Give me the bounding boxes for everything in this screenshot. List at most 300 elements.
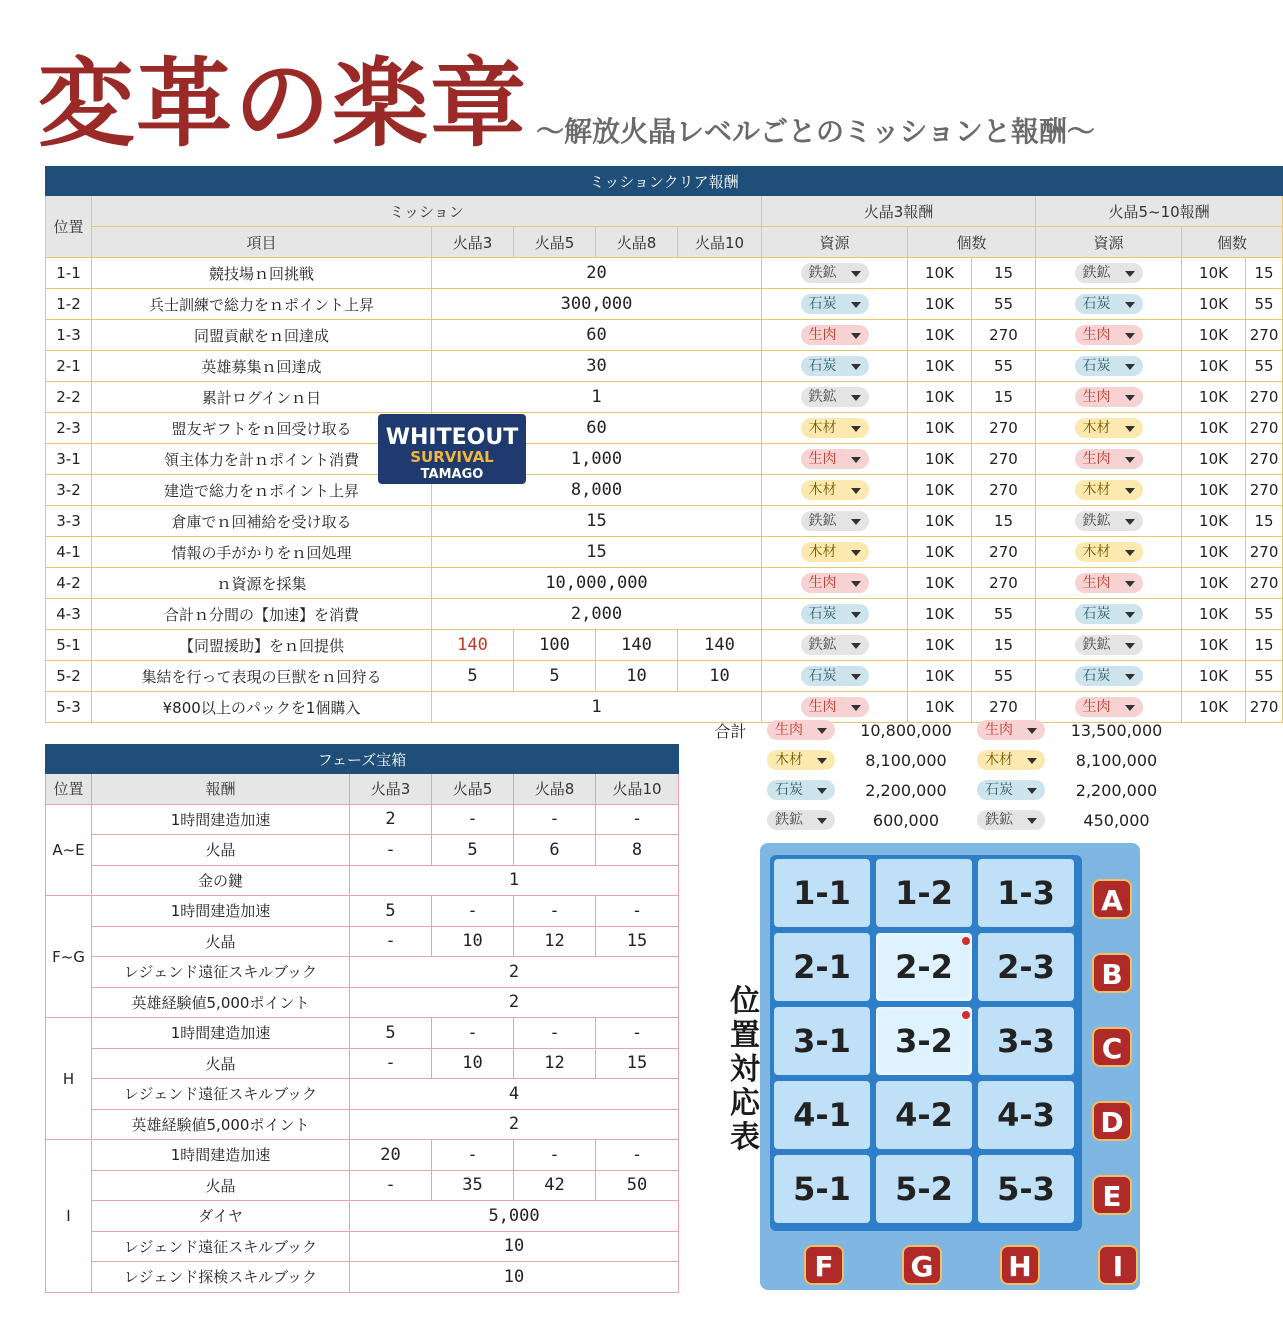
table-row — [46, 258, 1283, 289]
reward5-amount: 10K — [1182, 382, 1246, 413]
totals-row — [700, 745, 1182, 775]
totals-value-5: 13,500,000 — [1070, 720, 1163, 740]
row-requirement: 1,000 — [432, 444, 762, 475]
reward3-amount: 10K — [908, 382, 972, 413]
reward3-count: 270 — [972, 320, 1036, 351]
row-item: ¥800以上のパックを1個購入 — [92, 692, 432, 723]
table-row — [46, 1048, 679, 1079]
row-item: 倉庫でｎ回補給を受け取る — [92, 506, 432, 537]
resource-dropdown[interactable]: 鉄鉱 — [801, 387, 869, 407]
reward3-count: 270 — [972, 413, 1036, 444]
grid-cell: 4-1 — [774, 1081, 870, 1149]
table-row — [46, 351, 1283, 382]
reward5-amount: 10K — [1182, 537, 1246, 568]
reward3-amount: 10K — [908, 568, 972, 599]
grid-cell: 4-2 — [876, 1081, 972, 1149]
reward-value: - — [432, 1140, 514, 1171]
reward5-amount: 10K — [1182, 351, 1246, 382]
table-row — [46, 413, 1283, 444]
table-row — [46, 506, 1283, 537]
reward5-resource-cell — [1036, 599, 1182, 630]
reward-name: レジェンド遠征スキルブック — [92, 957, 350, 988]
table-row — [46, 987, 679, 1018]
reward5-count: 270 — [1246, 568, 1283, 599]
reward-value: - — [514, 1018, 596, 1049]
row-requirement-v3: 5 — [432, 661, 514, 692]
resource-dropdown[interactable]: 生肉 — [801, 697, 869, 717]
row-requirement: 60 — [432, 413, 762, 444]
reward-name: レジェンド遠征スキルブック — [92, 1231, 350, 1262]
header-crystal-5: 火晶5 — [514, 227, 596, 258]
resource-dropdown[interactable]: 木材 — [767, 750, 835, 770]
reward3-resource-cell — [762, 289, 908, 320]
position-grid — [760, 843, 1140, 1290]
reward5-amount: 10K — [1182, 320, 1246, 351]
resource-dropdown[interactable]: 石炭 — [801, 604, 869, 624]
row-requirement-v10: 10 — [678, 661, 762, 692]
reward3-count: 15 — [972, 630, 1036, 661]
header-reward: 報酬 — [92, 774, 350, 805]
reward-value: 12 — [514, 1048, 596, 1079]
reward-value: 42 — [514, 1170, 596, 1201]
reward3-resource-cell — [762, 506, 908, 537]
reward3-amount: 10K — [908, 630, 972, 661]
resource-dropdown[interactable]: 木材 — [801, 480, 869, 500]
table-row — [46, 1170, 679, 1201]
row-position: 5-1 — [46, 630, 92, 661]
grid-cell: 3-2 — [876, 1007, 972, 1075]
resource-dropdown[interactable]: 鉄鉱 — [801, 511, 869, 531]
totals-table — [700, 715, 1182, 835]
reward5-resource-cell — [1036, 506, 1182, 537]
notification-dot — [962, 1011, 970, 1019]
reward-value: - — [350, 1170, 432, 1201]
reward-value: - — [432, 1018, 514, 1049]
row-position: 2-1 — [46, 351, 92, 382]
table-row — [46, 1140, 679, 1171]
row-item: 同盟貢献をｎ回達成 — [92, 320, 432, 351]
row-requirement: 300,000 — [432, 289, 762, 320]
reward-name: 英雄経験値5,000ポイント — [92, 987, 350, 1018]
reward-name: 1時間建造加速 — [92, 804, 350, 835]
totals-value-5: 450,000 — [1083, 810, 1150, 830]
table-row — [46, 661, 1283, 692]
resource-dropdown[interactable]: 鉄鉱 — [1075, 263, 1143, 283]
group-position: H — [46, 1018, 92, 1140]
totals-value-3: 2,200,000 — [865, 780, 947, 800]
header-reward-5-10: 火晶5~10報酬 — [1036, 196, 1283, 227]
grid-cell: 3-3 — [978, 1007, 1074, 1075]
chest-badge: H — [1000, 1245, 1040, 1285]
reward-name: レジェンド探検スキルブック — [92, 1262, 350, 1293]
reward5-resource-cell — [1036, 320, 1182, 351]
totals-resource-cell — [971, 715, 1051, 745]
reward5-count: 270 — [1246, 444, 1283, 475]
header-position: 位置 — [46, 196, 92, 258]
row-item: 英雄募集ｎ回達成 — [92, 351, 432, 382]
reward5-count: 270 — [1246, 537, 1283, 568]
reward5-resource-cell — [1036, 258, 1182, 289]
reward3-count: 55 — [972, 289, 1036, 320]
reward-name: 火晶 — [92, 1170, 350, 1201]
resource-dropdown[interactable]: 石炭 — [801, 356, 869, 376]
resource-dropdown[interactable]: 石炭 — [1075, 356, 1143, 376]
row-position: 5-2 — [46, 661, 92, 692]
header-resource: 資源 — [762, 227, 908, 258]
row-position: 4-1 — [46, 537, 92, 568]
reward-value: 2 — [350, 1109, 679, 1140]
totals-row — [700, 715, 1182, 745]
reward3-amount: 10K — [908, 599, 972, 630]
resource-dropdown[interactable]: 木材 — [801, 418, 869, 438]
reward3-resource-cell — [762, 444, 908, 475]
reward-value: 5 — [350, 1018, 432, 1049]
header-item: 項目 — [92, 227, 432, 258]
grid-cell: 2-1 — [774, 933, 870, 1001]
row-item: 集結を行って表現の巨獣をｎ回狩る — [92, 661, 432, 692]
reward3-count: 270 — [972, 568, 1036, 599]
reward-name: 1時間建造加速 — [92, 1140, 350, 1171]
reward-name: レジェンド遠征スキルブック — [92, 1079, 350, 1110]
grid-cell: 3-1 — [774, 1007, 870, 1075]
grid-cell: 2-2 — [876, 933, 972, 1001]
reward5-resource-cell — [1036, 537, 1182, 568]
row-requirement: 10,000,000 — [432, 568, 762, 599]
totals-resource-cell — [761, 715, 841, 745]
resource-dropdown[interactable]: 石炭 — [977, 780, 1045, 800]
reward-value: 12 — [514, 926, 596, 957]
row-position: 1-3 — [46, 320, 92, 351]
reward-value: 4 — [350, 1079, 679, 1110]
table-row — [46, 289, 1283, 320]
watermark-line3: TAMAGO — [420, 467, 484, 482]
totals-value-3: 600,000 — [872, 810, 940, 830]
reward-value: 8 — [596, 835, 679, 866]
resource-dropdown[interactable]: 石炭 — [801, 294, 869, 314]
reward-value: 5 — [432, 835, 514, 866]
table-row — [46, 537, 1283, 568]
resource-dropdown[interactable]: 生肉 — [1075, 449, 1143, 469]
row-requirement: 30 — [432, 351, 762, 382]
reward5-count: 55 — [1246, 661, 1283, 692]
totals-label — [700, 745, 761, 775]
resource-dropdown[interactable]: 生肉 — [767, 720, 835, 740]
grid-cell: 1-2 — [876, 859, 972, 927]
resource-dropdown[interactable]: 生肉 — [1075, 573, 1143, 593]
phase-banner: フェーズ宝箱 — [46, 745, 679, 774]
reward5-resource-cell — [1036, 661, 1182, 692]
row-requirement-v5: 100 — [514, 630, 596, 661]
reward3-resource-cell — [762, 413, 908, 444]
header-crystal-10: 火晶10 — [596, 774, 679, 805]
row-position: 1-2 — [46, 289, 92, 320]
reward-value: - — [514, 1140, 596, 1171]
chest-badge: F — [804, 1245, 844, 1285]
row-requirement: 15 — [432, 537, 762, 568]
reward-name: 1時間建造加速 — [92, 896, 350, 927]
row-requirement: 20 — [432, 258, 762, 289]
row-requirement: 1 — [432, 692, 762, 723]
reward3-amount: 10K — [908, 320, 972, 351]
watermark-line2: SURVIVAL — [410, 448, 494, 466]
reward-value: 6 — [514, 835, 596, 866]
table-row — [46, 1262, 679, 1293]
reward5-resource-cell — [1036, 413, 1182, 444]
resource-dropdown[interactable]: 生肉 — [1075, 325, 1143, 345]
reward5-amount: 10K — [1182, 475, 1246, 506]
reward5-resource-cell — [1036, 351, 1182, 382]
watermark-line1: WHITEOUT — [385, 425, 519, 450]
table-row — [46, 1109, 679, 1140]
row-position: 3-2 — [46, 475, 92, 506]
reward-value: - — [514, 804, 596, 835]
mission-banner: ミッションクリア報酬 — [46, 167, 1283, 196]
resource-dropdown[interactable]: 石炭 — [1075, 294, 1143, 314]
page-title: 変革の楽章 — [38, 48, 528, 160]
reward5-count: 55 — [1246, 351, 1283, 382]
reward3-count: 15 — [972, 382, 1036, 413]
grid-cell: 2-3 — [978, 933, 1074, 1001]
reward5-amount: 10K — [1182, 413, 1246, 444]
reward3-count: 15 — [972, 258, 1036, 289]
table-row — [46, 865, 679, 896]
row-requirement: 15 — [432, 506, 762, 537]
reward5-resource-cell — [1036, 289, 1182, 320]
table-row — [46, 599, 1283, 630]
resource-dropdown[interactable]: 石炭 — [1075, 604, 1143, 624]
grid-cell: 5-3 — [978, 1155, 1074, 1223]
resource-dropdown[interactable]: 生肉 — [801, 573, 869, 593]
table-row — [46, 475, 1283, 506]
reward-value: 35 — [432, 1170, 514, 1201]
reward5-count: 270 — [1246, 320, 1283, 351]
totals-resource-cell — [761, 745, 841, 775]
table-row — [46, 926, 679, 957]
resource-dropdown[interactable]: 生肉 — [1075, 387, 1143, 407]
mission-table — [45, 166, 1283, 723]
resource-dropdown[interactable]: 生肉 — [801, 449, 869, 469]
reward5-resource-cell — [1036, 382, 1182, 413]
totals-row — [700, 775, 1182, 805]
row-item: 領主体力を計ｎポイント消費 — [92, 444, 432, 475]
totals-label — [700, 775, 761, 805]
resource-dropdown[interactable]: 木材 — [1075, 418, 1143, 438]
reward3-resource-cell — [762, 258, 908, 289]
totals-resource-cell — [971, 745, 1051, 775]
row-item: 【同盟援助】をｎ回提供 — [92, 630, 432, 661]
reward-value: - — [596, 896, 679, 927]
table-row — [46, 568, 1283, 599]
reward-value: - — [350, 835, 432, 866]
reward3-amount: 10K — [908, 537, 972, 568]
reward5-count: 270 — [1246, 475, 1283, 506]
reward5-resource-cell — [1036, 630, 1182, 661]
resource-dropdown[interactable]: 鉄鉱 — [801, 263, 869, 283]
totals-label: 合計 — [714, 721, 747, 741]
totals-resource-cell — [761, 805, 841, 835]
totals-label — [700, 805, 761, 835]
row-position: 4-2 — [46, 568, 92, 599]
row-requirement-v3: 140 — [432, 630, 514, 661]
reward-name: 金の鍵 — [92, 865, 350, 896]
reward3-amount: 10K — [908, 444, 972, 475]
table-row — [46, 630, 1283, 661]
reward5-count: 270 — [1246, 382, 1283, 413]
row-position: 3-3 — [46, 506, 92, 537]
resource-dropdown[interactable]: 鉄鉱 — [767, 810, 835, 830]
resource-dropdown[interactable]: 鉄鉱 — [801, 635, 869, 655]
chest-badge: C — [1092, 1027, 1132, 1067]
reward-name: 火晶 — [92, 1048, 350, 1079]
reward3-count: 55 — [972, 599, 1036, 630]
reward-name: ダイヤ — [92, 1201, 350, 1232]
totals-value-5: 2,200,000 — [1075, 780, 1158, 800]
grid-label: 位置対応表 — [730, 984, 760, 1155]
row-requirement-v10: 140 — [678, 630, 762, 661]
row-item: 情報の手がかりをｎ回処理 — [92, 537, 432, 568]
header-crystal-10: 火晶10 — [678, 227, 762, 258]
row-item: ｎ資源を採集 — [92, 568, 432, 599]
reward-value: 20 — [350, 1140, 432, 1171]
reward-value: 10 — [432, 926, 514, 957]
reward5-amount: 10K — [1182, 258, 1246, 289]
row-requirement-v8: 140 — [596, 630, 678, 661]
header-position: 位置 — [46, 774, 92, 805]
resource-dropdown[interactable]: 生肉 — [801, 325, 869, 345]
header-crystal-5: 火晶5 — [432, 774, 514, 805]
row-position: 3-1 — [46, 444, 92, 475]
resource-dropdown[interactable]: 木材 — [801, 542, 869, 562]
resource-dropdown[interactable]: 鉄鉱 — [1075, 635, 1143, 655]
row-item: 兵士訓練で総力をｎポイント上昇 — [92, 289, 432, 320]
group-position: I — [46, 1140, 92, 1293]
page-subtitle: 〜解放火晶レベルごとのミッションと報酬〜 — [536, 115, 1095, 148]
reward3-resource-cell — [762, 661, 908, 692]
totals-value-3: 8,100,000 — [865, 750, 947, 770]
reward-value: 5,000 — [350, 1201, 679, 1232]
reward-value: - — [596, 804, 679, 835]
row-position: 2-2 — [46, 382, 92, 413]
reward3-amount: 10K — [908, 692, 972, 723]
resource-dropdown[interactable]: 石炭 — [1075, 666, 1143, 686]
totals-value-3: 10,800,000 — [860, 720, 952, 740]
reward3-resource-cell — [762, 568, 908, 599]
reward-value: - — [432, 804, 514, 835]
reward5-amount: 10K — [1182, 568, 1246, 599]
chest-badge: E — [1092, 1175, 1132, 1215]
resource-dropdown[interactable]: 鉄鉱 — [977, 810, 1045, 830]
row-requirement: 60 — [432, 320, 762, 351]
resource-dropdown[interactable]: 鉄鉱 — [1075, 511, 1143, 531]
table-row — [46, 1018, 679, 1049]
reward-value: - — [350, 926, 432, 957]
row-requirement-v8: 10 — [596, 661, 678, 692]
resource-dropdown[interactable]: 木材 — [1075, 542, 1143, 562]
grid-board — [770, 855, 1082, 1231]
header-count: 個数 — [908, 227, 1036, 258]
group-position: A~E — [46, 804, 92, 896]
table-row — [46, 1079, 679, 1110]
reward5-amount: 10K — [1182, 661, 1246, 692]
row-requirement: 2,000 — [432, 599, 762, 630]
grid-cell: 1-1 — [774, 859, 870, 927]
reward3-resource-cell — [762, 599, 908, 630]
reward5-count: 15 — [1246, 258, 1283, 289]
row-requirement: 1 — [432, 382, 762, 413]
reward5-amount: 10K — [1182, 630, 1246, 661]
row-position: 5-3 — [46, 692, 92, 723]
reward3-count: 15 — [972, 506, 1036, 537]
reward3-resource-cell — [762, 630, 908, 661]
reward5-amount: 10K — [1182, 289, 1246, 320]
row-item: 累計ログインｎ日 — [92, 382, 432, 413]
resource-dropdown[interactable]: 石炭 — [801, 666, 869, 686]
reward-name: 1時間建造加速 — [92, 1018, 350, 1049]
reward3-amount: 10K — [908, 289, 972, 320]
reward3-amount: 10K — [908, 258, 972, 289]
reward-value: - — [596, 1140, 679, 1171]
table-row — [46, 382, 1283, 413]
reward-value: 10 — [350, 1262, 679, 1293]
header-mission: ミッション — [92, 196, 762, 227]
resource-dropdown[interactable]: 木材 — [1075, 480, 1143, 500]
reward5-count: 55 — [1246, 599, 1283, 630]
reward3-count: 55 — [972, 661, 1036, 692]
reward5-amount: 10K — [1182, 506, 1246, 537]
chest-badge: D — [1092, 1101, 1132, 1141]
resource-dropdown[interactable]: 石炭 — [767, 780, 835, 800]
chest-badge: I — [1098, 1245, 1138, 1285]
header-count: 個数 — [1182, 227, 1283, 258]
header-crystal-3: 火晶3 — [350, 774, 432, 805]
reward3-resource-cell — [762, 382, 908, 413]
table-row — [46, 320, 1283, 351]
resource-dropdown[interactable]: 木材 — [977, 750, 1045, 770]
reward-value: 10 — [432, 1048, 514, 1079]
header-crystal-8: 火晶8 — [514, 774, 596, 805]
grid-cell: 5-2 — [876, 1155, 972, 1223]
reward3-amount: 10K — [908, 475, 972, 506]
row-requirement-v5: 5 — [514, 661, 596, 692]
resource-dropdown[interactable]: 生肉 — [1075, 697, 1143, 717]
reward3-resource-cell — [762, 320, 908, 351]
group-position: F~G — [46, 896, 92, 1018]
reward-value: 1 — [350, 865, 679, 896]
reward5-amount: 10K — [1182, 692, 1246, 723]
row-position: 1-1 — [46, 258, 92, 289]
row-position: 2-3 — [46, 413, 92, 444]
reward3-resource-cell — [762, 351, 908, 382]
resource-dropdown[interactable]: 生肉 — [977, 720, 1045, 740]
phase-chest-table — [45, 744, 679, 1293]
reward3-amount: 10K — [908, 506, 972, 537]
reward-name: 火晶 — [92, 926, 350, 957]
reward3-amount: 10K — [908, 661, 972, 692]
reward-value: 10 — [350, 1231, 679, 1262]
chest-badge: A — [1092, 879, 1132, 919]
reward3-resource-cell — [762, 475, 908, 506]
table-row — [46, 957, 679, 988]
totals-value-5: 8,100,000 — [1075, 750, 1158, 770]
reward3-amount: 10K — [908, 351, 972, 382]
table-row — [46, 1201, 679, 1232]
reward3-count: 270 — [972, 692, 1036, 723]
reward-value: - — [596, 1018, 679, 1049]
table-row — [46, 835, 679, 866]
totals-row — [700, 805, 1182, 835]
totals-resource-cell — [971, 805, 1051, 835]
reward5-count: 270 — [1246, 413, 1283, 444]
